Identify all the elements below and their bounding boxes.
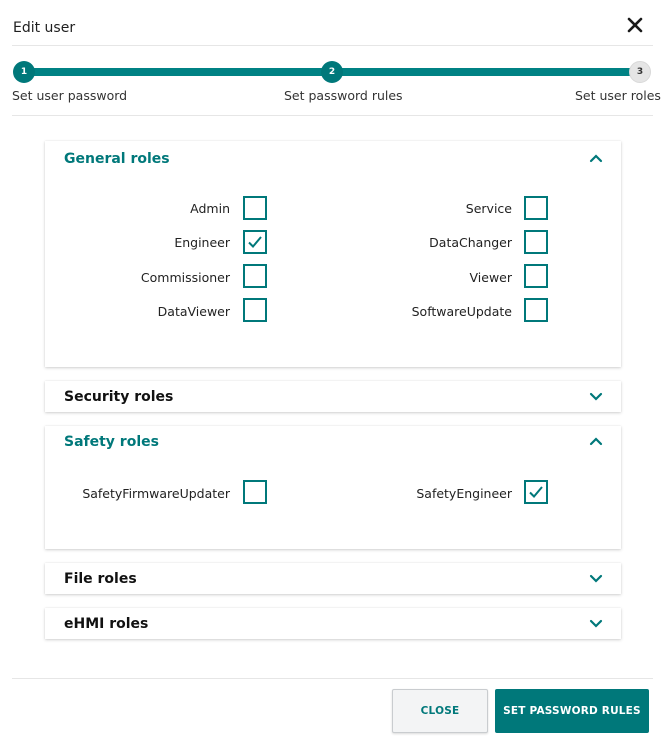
header-divider bbox=[12, 45, 653, 46]
checkbox-commissioner[interactable] bbox=[243, 264, 267, 288]
security-roles-panel[interactable] bbox=[45, 381, 621, 412]
file-roles-title[interactable]: File roles bbox=[64, 571, 137, 587]
close-icon[interactable] bbox=[624, 14, 646, 36]
role-label-commissioner: Commissioner bbox=[140, 270, 230, 285]
general-roles-title[interactable]: General roles bbox=[64, 151, 170, 167]
ehmi-roles-panel[interactable] bbox=[45, 608, 621, 639]
security-roles-title[interactable]: Security roles bbox=[64, 389, 174, 405]
chevron-down-icon[interactable] bbox=[589, 618, 603, 628]
chevron-up-icon[interactable] bbox=[589, 153, 603, 163]
checkbox-service[interactable] bbox=[524, 196, 548, 220]
role-label-safetyengineer: SafetyEngineer bbox=[416, 486, 512, 501]
step-1-marker: 1 bbox=[13, 61, 35, 83]
role-label-service: Service bbox=[465, 201, 512, 216]
step-3-label: Set user roles bbox=[575, 88, 661, 103]
role-label-engineer: Engineer bbox=[174, 235, 230, 250]
role-label-safetyfirmwareupdater: SafetyFirmwareUpdater bbox=[82, 486, 230, 501]
dialog-title: Edit user bbox=[13, 20, 76, 36]
role-label-viewer: Viewer bbox=[469, 270, 512, 285]
safety-roles-panel bbox=[45, 426, 621, 549]
footer-divider bbox=[12, 678, 653, 679]
check-icon bbox=[247, 234, 263, 250]
check-icon bbox=[528, 484, 544, 500]
checkbox-viewer[interactable] bbox=[524, 264, 548, 288]
close-button[interactable]: CLOSE bbox=[392, 689, 488, 733]
checkbox-engineer[interactable] bbox=[243, 230, 267, 254]
stepper-divider bbox=[12, 115, 653, 116]
step-2-label: Set password rules bbox=[284, 88, 403, 103]
chevron-down-icon[interactable] bbox=[589, 573, 603, 583]
ehmi-roles-title[interactable]: eHMI roles bbox=[64, 616, 149, 632]
checkbox-softwareupdate[interactable] bbox=[524, 298, 548, 322]
step-2-marker: 2 bbox=[321, 61, 343, 83]
checkbox-dataviewer[interactable] bbox=[243, 298, 267, 322]
step-3-marker: 3 bbox=[629, 61, 651, 83]
checkbox-safetyfirmwareupdater[interactable] bbox=[243, 480, 267, 504]
checkbox-datachanger[interactable] bbox=[524, 230, 548, 254]
set-password-rules-button[interactable]: SET PASSWORD RULES bbox=[495, 689, 649, 733]
role-label-softwareupdate: SoftwareUpdate bbox=[411, 304, 512, 319]
chevron-up-icon[interactable] bbox=[589, 436, 603, 446]
step-1-label: Set user password bbox=[12, 88, 128, 103]
role-label-admin: Admin bbox=[190, 201, 230, 216]
checkbox-safetyengineer[interactable] bbox=[524, 480, 548, 504]
role-label-datachanger: DataChanger bbox=[429, 235, 512, 250]
role-label-dataviewer: DataViewer bbox=[157, 304, 230, 319]
general-roles-panel bbox=[45, 141, 621, 367]
checkbox-admin[interactable] bbox=[243, 196, 267, 220]
file-roles-panel[interactable] bbox=[45, 563, 621, 594]
safety-roles-title[interactable]: Safety roles bbox=[64, 434, 159, 450]
chevron-down-icon[interactable] bbox=[589, 391, 603, 401]
